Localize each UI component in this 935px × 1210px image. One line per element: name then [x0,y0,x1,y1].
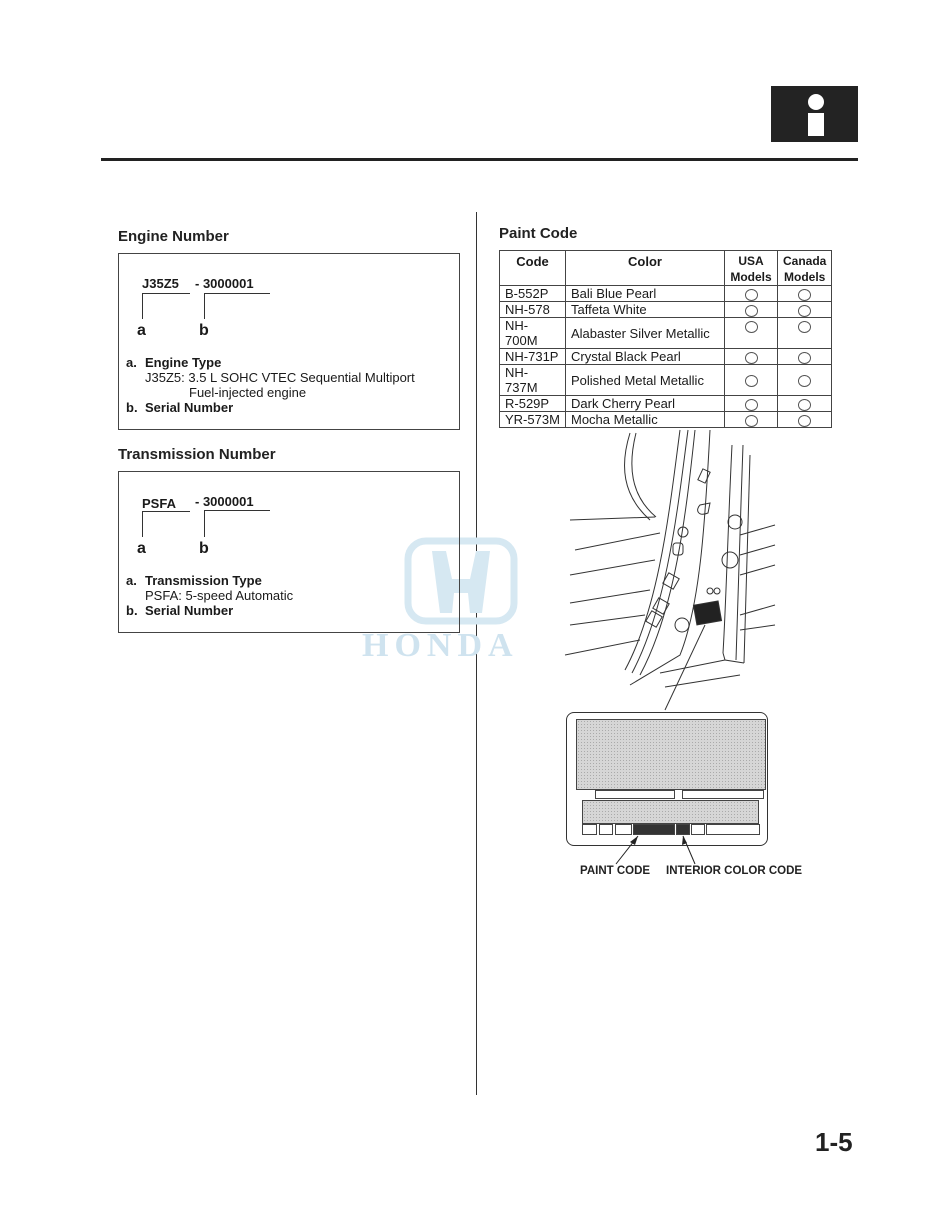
engine-desc-line2: Fuel-injected engine [189,385,307,400]
bracket-a-top [142,293,190,294]
marker-b: b [199,540,209,557]
paint-code-table [499,250,832,428]
engine-number-panel [118,253,460,430]
canada-availability [778,396,832,412]
legend-a-key: a. [126,355,137,370]
canada-availability [778,412,832,428]
row-color: Alabaster Silver Metallic [566,318,725,349]
available-circle-icon [745,289,758,301]
canada-availability [778,318,832,349]
door-pillar-drawing-icon [560,425,780,715]
engine-serial: - 3000001 [195,276,254,291]
legend-b-key: b. [126,603,138,618]
col-usa-header [725,251,778,286]
table-header-row [500,251,832,286]
transmission-number-title: Transmission Number [118,446,276,463]
label-secondary-area [582,800,759,824]
row-code: YR-573M [500,412,566,428]
row-code: R-529P [500,396,566,412]
id-label-card [566,712,768,846]
available-circle-icon [745,375,758,387]
col-color-header: Color [566,251,725,286]
table-row [500,349,832,365]
watermark-text: HONDA [362,627,519,664]
header-rule [101,158,858,161]
info-section-icon [771,86,858,142]
label-cell [582,824,597,835]
transmission-code: PSFA [142,496,176,511]
bracket-a-stem [142,511,143,537]
usa-header-line1: USA [738,254,764,268]
marker-a: a [137,540,146,557]
available-circle-icon [798,305,811,317]
row-code: NH-700M [500,318,566,349]
door-jamb-illustration [560,425,780,715]
row-color: Polished Metal Metallic [566,365,725,396]
paint-code-title: Paint Code [499,225,578,242]
label-main-area [576,719,766,790]
engine-code: J35Z5 [142,276,179,291]
legend-a-label: Engine Type [145,355,222,370]
engine-desc-line1: J35Z5: 3.5 L SOHC VTEC Sequential Multiport [145,370,415,385]
canada-availability [778,365,832,396]
usa-header-line2: Models [730,270,772,284]
label-field-left [595,790,675,799]
table-row [500,396,832,412]
table-row [500,318,832,349]
usa-availability [725,286,778,302]
bracket-a-stem [142,293,143,319]
row-code: NH-731P [500,349,566,365]
transmission-serial: - 3000001 [195,494,254,509]
legend-b-key: b. [126,400,138,415]
row-color: Crystal Black Pearl [566,349,725,365]
col-canada-header [778,251,832,286]
legend-b-label: Serial Number [145,400,234,415]
legend-a-label: Transmission Type [145,573,262,588]
callout-arrows [600,830,720,870]
page-number: 1-5 [815,1127,853,1157]
available-circle-icon [745,352,758,364]
col-code-header: Code [500,251,566,286]
row-color: Bali Blue Pearl [566,286,725,302]
label-field-right [682,790,764,799]
usa-availability [725,349,778,365]
available-circle-icon [798,289,811,301]
legend-a-key: a. [126,573,137,588]
table-row [500,302,832,318]
row-code: NH-578 [500,302,566,318]
marker-a: a [137,322,146,339]
available-circle-icon [798,321,811,333]
marker-b: b [199,322,209,339]
usa-availability [725,302,778,318]
table-row [500,286,832,302]
usa-availability [725,318,778,349]
bracket-b-top [204,510,270,511]
available-circle-icon [798,399,811,411]
legend-b-label: Serial Number [145,603,234,618]
transmission-number-panel [118,471,460,633]
available-circle-icon [745,399,758,411]
available-circle-icon [798,415,811,427]
canada-header-line2: Models [784,270,826,284]
row-color: Mocha Metallic [566,412,725,428]
available-circle-icon [745,321,758,333]
canada-availability [778,349,832,365]
transmission-desc-line1: PSFA: 5-speed Automatic [145,588,294,603]
usa-availability [725,365,778,396]
available-circle-icon [798,375,811,387]
table-row [500,365,832,396]
canada-availability [778,286,832,302]
bracket-b-top [204,293,270,294]
available-circle-icon [798,352,811,364]
paint-code-caption: PAINT CODE [580,865,651,877]
canada-availability [778,302,832,318]
usa-availability [725,396,778,412]
bracket-a-top [142,511,190,512]
canada-header-line1: Canada [783,254,827,268]
engine-number-title: Engine Number [118,228,229,245]
row-code: NH-737M [500,365,566,396]
row-color: Taffeta White [566,302,725,318]
row-code: B-552P [500,286,566,302]
bracket-b-stem [204,293,205,319]
info-icon-dot [808,94,824,110]
info-icon-bar [808,113,824,136]
interior-color-code-caption: INTERIOR COLOR CODE [666,865,803,877]
bracket-b-stem [204,510,205,537]
row-color: Dark Cherry Pearl [566,396,725,412]
available-circle-icon [745,305,758,317]
